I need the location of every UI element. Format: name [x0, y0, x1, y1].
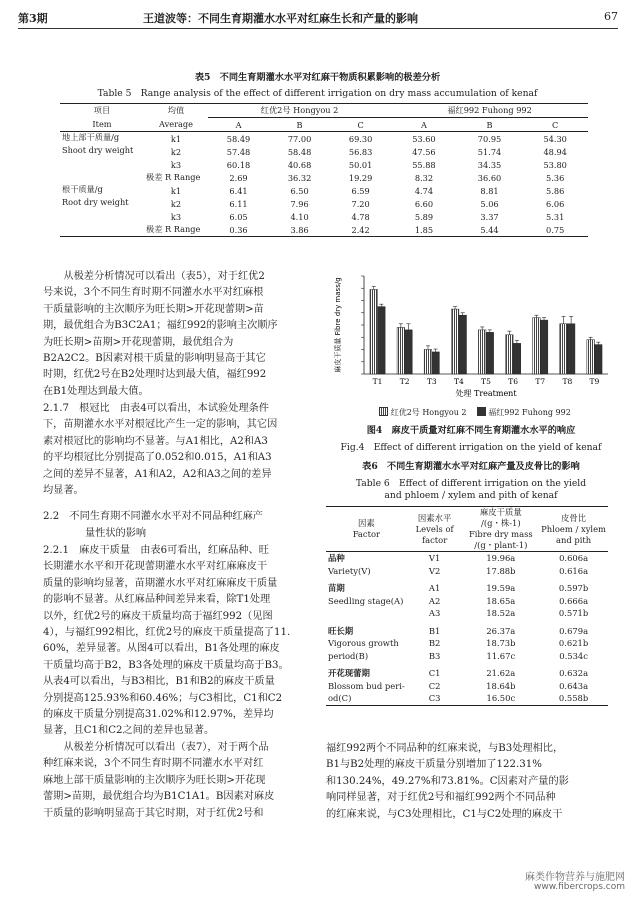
- group-label: [60, 171, 144, 184]
- table-row: [60, 184, 588, 197]
- t6-h-ratio: [539, 507, 608, 552]
- text-line: 的影响不显著。从红麻品种间差异来看，除T1处理: [43, 594, 271, 606]
- table-cell: 36.32: [287, 172, 312, 183]
- table-cell: 40.68: [287, 159, 312, 170]
- right-para: [326, 741, 616, 823]
- table-cell: 1.85: [414, 224, 434, 235]
- table-cell: 4.78: [351, 211, 370, 222]
- table-cell: 48.94: [543, 146, 567, 157]
- table-cell: 6.50: [290, 185, 309, 196]
- bar-fuhong: [567, 324, 575, 374]
- text-line: 从极差分析情况可以看出（表5），对于红优2: [63, 271, 265, 282]
- mass-cell: 19.59a: [486, 583, 516, 594]
- factor-label: 品种: [328, 553, 345, 564]
- table-cell: 6.05: [229, 211, 248, 222]
- table-row: [326, 662, 608, 680]
- t6-h-factor-en: Factor: [352, 529, 381, 539]
- level-cell: C2: [428, 680, 441, 691]
- mean-label: k1: [170, 185, 182, 196]
- section-2-2-heading-cont: 量性状的影响: [85, 528, 147, 539]
- group-label: [60, 158, 144, 171]
- table-cell: 6.60: [414, 198, 434, 209]
- table-cell: 2.42: [351, 224, 370, 235]
- t6-h-ratio-en1: Phloem / xylem: [541, 523, 606, 534]
- mass-cell: 16.50c: [486, 693, 516, 704]
- fig4-legend: [340, 407, 610, 418]
- table-cell: 7.96: [290, 198, 309, 209]
- group-label: Root dry weight: [62, 197, 129, 207]
- fig4-caption-en: Fig.4 Effect of different irrigation on the yield of kenaf: [340, 442, 602, 453]
- text-line: 的平均根冠比分别提高了0.052和0.015，A1和A3: [43, 452, 272, 464]
- table-cell: 57.48: [226, 146, 251, 157]
- table-cell: 53.80: [543, 159, 567, 170]
- x-tick-label: T2: [399, 377, 410, 386]
- ratio-cell: 0.616a: [559, 565, 589, 576]
- text-line: 60%，差异显著。从图4可以看出，B1各处理的麻皮: [43, 643, 280, 655]
- t5-col-header: A: [208, 118, 269, 132]
- t5-h-avg-en: Average: [144, 118, 208, 132]
- mass-cell: 18.73b: [486, 638, 516, 649]
- t6-h-factor-cn: 因素: [357, 518, 375, 528]
- t5-h-item-cn: 项目: [93, 105, 111, 116]
- table-cell: 77.00: [287, 133, 312, 144]
- factor-label: Seedling stage(A): [328, 595, 404, 606]
- text-line: 显著，且C1和C2之间的差异也显著。: [43, 725, 215, 737]
- t5-col-header: A: [391, 118, 457, 132]
- text-line: 在B1处理达到最大值。: [43, 385, 149, 397]
- table-cell: 8.32: [414, 172, 434, 183]
- text-line: B2A2C2。B因素对根干质量的影响明显高于其它: [43, 353, 266, 365]
- level-cell: A2: [428, 595, 441, 606]
- table-cell: 60.18: [226, 159, 251, 170]
- level-cell: V2: [428, 565, 441, 576]
- text-line: 蕾期>苗期，最优组合均为B1C1A1。B因素对麻皮: [43, 791, 275, 803]
- factor-label: Variety(V): [328, 565, 371, 576]
- x-axis-label: 处理 Treatment: [455, 389, 517, 398]
- text-line: 的红麻来说，与C3处理相比，C1与C2处理的麻皮干: [326, 808, 563, 820]
- table-row: [326, 692, 608, 705]
- text-line: 分别提高125.93%和60.46%；与C3相比，C1和C2: [43, 692, 283, 704]
- x-tick-label: T7: [535, 377, 546, 386]
- factor-label: 旺长期: [328, 625, 354, 636]
- table-row: [60, 171, 588, 184]
- table-cell: 5.31: [546, 211, 565, 222]
- t6-h-mass-cn-unit: /(g・株-1): [481, 518, 521, 528]
- group-label: [60, 223, 144, 237]
- mass-cell: 21.62a: [486, 668, 516, 679]
- table6-title-en-1: Table 6 Effect of different irrigation on the yield: [355, 478, 587, 489]
- x-tick-label: T3: [426, 377, 437, 386]
- ratio-cell: 0.632a: [559, 668, 589, 679]
- table5-title-en: Table 5 Range analysis of the effect of different irrigation on dry mass accumulation of kenaf: [97, 88, 538, 99]
- group-label: [60, 210, 144, 223]
- ratio-cell: 0.606a: [559, 553, 589, 564]
- table6-title-cn: 表6 不同生育期灌水水平对红麻产量及皮骨比的影响: [362, 461, 580, 472]
- t5-root-group: [60, 184, 588, 237]
- factor-label: [326, 607, 407, 620]
- left-para-2: [43, 401, 323, 499]
- table-cell: 7.20: [351, 198, 370, 209]
- table-row: [60, 197, 588, 210]
- bar-hongyou: [397, 327, 405, 374]
- level-cell: C3: [428, 693, 441, 704]
- t6-h-level: [407, 507, 463, 552]
- mean-label: k1: [170, 133, 182, 144]
- level-cell: C1: [428, 668, 441, 679]
- text-line: 素对根冠比的影响均不显著。与A1相比，A2和A3: [43, 435, 268, 447]
- watermark-url: www.fibercrops.com: [534, 882, 625, 892]
- text-line: 4），与福红992相比，红优2号的麻皮干质量提高了11.: [43, 627, 291, 639]
- table-cell: 47.56: [412, 146, 436, 157]
- watermark-cn: 麻类作物营养与施肥网: [525, 872, 625, 883]
- issue-number: 第3期: [18, 12, 48, 25]
- table-cell: 3.86: [290, 224, 309, 235]
- mass-cell: 26.37a: [486, 625, 516, 636]
- legend-label-hongyou: 红优2号 Hongyou 2: [390, 408, 467, 417]
- legend-swatch-fuhong: [477, 407, 486, 416]
- level-cell: V1: [428, 553, 441, 564]
- text-line: 干质量影响的主次顺序为旺长期>开花现蕾期>苗: [43, 303, 264, 315]
- table-cell: 55.88: [412, 159, 436, 170]
- factor-label: period(B): [328, 650, 369, 661]
- text-line: B1与B2处理的麻皮干质量分别增加了122.31%: [326, 759, 542, 771]
- text-line: 下，苗期灌水水平对根冠比产生一定的影响，其它因: [43, 419, 278, 431]
- table6-title-en-2: and phloem / xylem and pith of kenaf: [384, 490, 558, 501]
- ratio-cell: 0.558b: [558, 693, 589, 704]
- table-cell: 4.10: [290, 211, 309, 222]
- t5-col-header: B: [457, 118, 523, 132]
- table-row: [60, 223, 588, 237]
- mass-cell: 18.52a: [486, 608, 516, 619]
- table-cell: 2.69: [229, 172, 248, 183]
- factor-label: Vigorous growth: [328, 638, 399, 649]
- mean-label: k2: [170, 198, 182, 209]
- table-row: [326, 620, 608, 638]
- page-number: 67: [604, 10, 618, 23]
- table-cell: 34.35: [477, 159, 502, 170]
- t6-h-mass: [462, 507, 539, 552]
- table-row: [60, 158, 588, 171]
- t5-h-variety1: 红优2号 Hongyou 2: [208, 104, 391, 118]
- table-row: [60, 132, 588, 146]
- bar-hongyou: [451, 309, 459, 374]
- bar-fuhong: [594, 345, 602, 374]
- ratio-cell: 0.643a: [559, 680, 589, 691]
- table-cell: 5.06: [480, 198, 499, 209]
- x-tick-label: T1: [372, 377, 383, 386]
- table-cell: 5.89: [414, 211, 434, 222]
- group-label: Shoot dry weight: [62, 145, 134, 155]
- bar-fuhong: [540, 320, 548, 374]
- bar-fuhong: [378, 307, 386, 374]
- ratio-cell: 0.666a: [559, 595, 589, 606]
- level-cell: B3: [428, 650, 441, 661]
- table-row: [326, 577, 608, 595]
- section-2-2-heading: 2.2 不同生育期不同灌水水平对不同品种红麻产: [43, 511, 263, 522]
- legend-label-fuhong: 福红992 Fuhong 992: [488, 408, 571, 417]
- left-para-1: [43, 269, 323, 400]
- mass-cell: 18.64b: [486, 680, 516, 691]
- group-label: 根干质量/g: [62, 184, 103, 194]
- table-row: [326, 637, 608, 650]
- text-line: 和130.24%，49.27%和73.81%。C因素对产量的影: [326, 775, 569, 787]
- table-cell: 70.95: [477, 133, 502, 144]
- t5-col-header: B: [269, 118, 330, 132]
- t5-col-header: C: [330, 118, 391, 132]
- text-line: 从表4可以看出，与B3相比，B1和B2的麻皮干质量: [43, 676, 275, 688]
- bar-hongyou: [424, 350, 432, 375]
- table-cell: 58.48: [287, 146, 312, 157]
- text-line: 均显著。: [43, 485, 84, 497]
- bar-hongyou: [587, 340, 595, 374]
- factor-label: 苗期: [328, 583, 345, 594]
- bar-hongyou: [370, 289, 378, 374]
- t6-h-level-en1: Levels of: [415, 523, 454, 534]
- table-cell: 56.83: [348, 146, 373, 157]
- text-line: 干质量的影响明显高于其它时期，对于红优2号和: [43, 807, 264, 819]
- table-row: [326, 607, 608, 620]
- ratio-cell: 0.679a: [559, 625, 589, 636]
- mass-cell: 17.88b: [486, 565, 516, 576]
- x-tick-label: T4: [453, 377, 464, 386]
- group-label: 地上部干质量/g: [62, 132, 120, 142]
- table-cell: 5.86: [546, 185, 565, 196]
- text-line: 号来说，3个不同生育时期不同灌水水平对红麻根: [43, 287, 264, 299]
- x-tick-label: T9: [589, 377, 600, 386]
- table-cell: 53.60: [412, 133, 436, 144]
- bar-hongyou: [478, 330, 486, 374]
- t6-h-ratio-en2: and pith: [555, 534, 592, 545]
- table-cell: 3.37: [480, 211, 499, 222]
- t6-h-ratio-cn: 皮骨比: [561, 512, 587, 523]
- text-line: 以外，红优2号的麻皮干质量均高于福红992（见图: [43, 610, 273, 622]
- t5-h-item-en: Item: [60, 118, 144, 132]
- t6-h-factor: [326, 507, 407, 552]
- fig4-caption-cn: 图4 麻皮干质量对红麻不同生育期灌水水平的响应: [366, 425, 576, 436]
- table-row: [326, 595, 608, 608]
- y-axis-label: 麻皮干质量 Fibre dry mass/g: [334, 277, 342, 373]
- bar-hongyou: [533, 318, 541, 374]
- journal-article-title: 王道波等：不同生育期灌水水平对红麻生长和产量的影响: [143, 12, 418, 25]
- text-line: 干质量均高于B2，B3各处理的麻皮干质量均高于B3。: [43, 659, 289, 671]
- running-header: [18, 6, 618, 29]
- t5-h-avg-cn: 均值: [167, 105, 185, 116]
- table-cell: 54.30: [543, 133, 567, 144]
- table5: [60, 103, 588, 237]
- bar-fuhong: [432, 352, 440, 374]
- t6-h-mass-en2: /(g・plant-1): [474, 540, 528, 550]
- level-cell: A1: [428, 583, 441, 594]
- ratio-cell: 0.621b: [558, 638, 589, 649]
- text-line: 麻地上部干质量影响的主次顺序为旺长期>开花现: [43, 774, 266, 786]
- t5-col-header: C: [522, 118, 588, 132]
- table-cell: 6.59: [351, 185, 370, 196]
- mean-label: 极差 R Range: [146, 224, 201, 234]
- text-line: 的麻皮干质量分别提高31.02%和12.97%，差异均: [43, 709, 274, 721]
- left-para-3: [43, 543, 323, 740]
- table-row: [326, 650, 608, 663]
- t6-h-mass-cn: 麻皮干质量: [479, 507, 522, 517]
- mean-label: k2: [170, 146, 182, 157]
- t6-h-level-en2: factor: [422, 534, 448, 545]
- text-line: 响同样显著，对于红优2号和福红992两个不同品种: [326, 792, 556, 804]
- bar-hongyou: [560, 324, 568, 374]
- text-line: 为旺长期>苗期>开花现蕾期，最优组合为: [43, 336, 234, 348]
- table-row: [60, 210, 588, 223]
- text-line: 2.1.7 根冠比 由表4可以看出，本试验处理条件: [43, 403, 269, 414]
- level-cell: A3: [428, 608, 441, 619]
- text-line: 长期灌水水平和开花现蕾期灌水水平对红麻麻皮干: [43, 561, 268, 573]
- left-para-4: [43, 740, 323, 822]
- text-line: 之间的差异不显著，A1和A2，A2和A3之间的差异: [43, 468, 272, 480]
- table-cell: 36.60: [477, 172, 502, 183]
- bar-fuhong: [513, 343, 521, 374]
- bar-hongyou: [506, 335, 514, 374]
- x-tick-label: T8: [562, 377, 573, 386]
- t6-h-level-cn: 因素水平: [417, 512, 452, 523]
- factor-label: od(C): [328, 693, 352, 704]
- table-cell: 51.74: [477, 146, 502, 157]
- table-row: [326, 680, 608, 693]
- text-line: 从极差分析情况可以看出（表7），对于两个品: [63, 742, 269, 753]
- table5-title-cn: 表5 不同生育期灌水水平对红麻干物质积累影响的极差分析: [194, 72, 441, 83]
- bar-fuhong: [486, 332, 494, 374]
- ratio-cell: 0.534c: [559, 650, 588, 661]
- mass-cell: 19.96a: [486, 553, 516, 564]
- table-cell: 58.49: [226, 133, 251, 144]
- table-cell: 4.74: [414, 185, 434, 196]
- factor-label: Blossom bud peri-: [328, 680, 405, 691]
- mass-cell: 11.67c: [486, 650, 516, 661]
- table6: [326, 506, 608, 706]
- text-line: 时期，红优2号在B2处理时达到最大值，福红992: [43, 369, 267, 381]
- text-line: 质量的影响均显著，苗期灌水水平对红麻麻皮干质量: [43, 577, 278, 589]
- x-tick-label: T5: [481, 377, 491, 386]
- text-line: 种红麻来说，3个不同生育时期不同灌水水平对红: [43, 758, 264, 770]
- text-line: 福红992两个不同品种的红麻来说，与B3处理相比，: [326, 743, 564, 754]
- bar-fuhong: [459, 315, 467, 374]
- table-cell: 6.06: [546, 198, 565, 209]
- x-tick-label: T6: [508, 377, 519, 386]
- t5-h-variety2: 福红992 Fuhong 992: [391, 104, 588, 118]
- table-cell: 6.11: [229, 198, 248, 209]
- factor-label: 开花现蕾期: [328, 668, 370, 679]
- level-cell: B2: [428, 638, 441, 649]
- legend-swatch-hongyou: [379, 407, 388, 416]
- figure4-chart: [328, 268, 618, 418]
- table-cell: 0.36: [229, 224, 248, 235]
- t6-body: [326, 552, 608, 706]
- table-cell: 19.29: [348, 172, 373, 183]
- ratio-cell: 0.571b: [558, 608, 589, 619]
- table-row: [326, 565, 608, 578]
- text-line: 期，最优组合为B3C2A1；福红992的影响主次顺序: [43, 320, 278, 332]
- table-cell: 0.75: [546, 224, 565, 235]
- text-line: 2.2.1 麻皮干质量 由表6可看出，红麻品种、旺: [43, 545, 269, 556]
- t6-h-mass-en1: Fibre dry mass: [468, 529, 533, 539]
- mean-label: k3: [170, 211, 182, 222]
- table-row: [60, 145, 588, 158]
- ratio-cell: 0.597b: [558, 583, 589, 594]
- table-cell: 50.01: [348, 159, 373, 170]
- mass-cell: 18.65a: [486, 595, 516, 606]
- mean-label: 极差 R Range: [146, 172, 201, 182]
- table-cell: 5.44: [480, 224, 499, 235]
- mean-label: k3: [170, 159, 182, 170]
- table-cell: 69.30: [348, 133, 373, 144]
- table-row: [326, 552, 608, 565]
- level-cell: B1: [428, 625, 441, 636]
- table-cell: 5.36: [546, 172, 565, 183]
- bar-fuhong: [405, 330, 413, 374]
- table-cell: 8.81: [480, 185, 499, 196]
- table-cell: 6.41: [229, 185, 248, 196]
- t5-shoot-group: [60, 132, 588, 185]
